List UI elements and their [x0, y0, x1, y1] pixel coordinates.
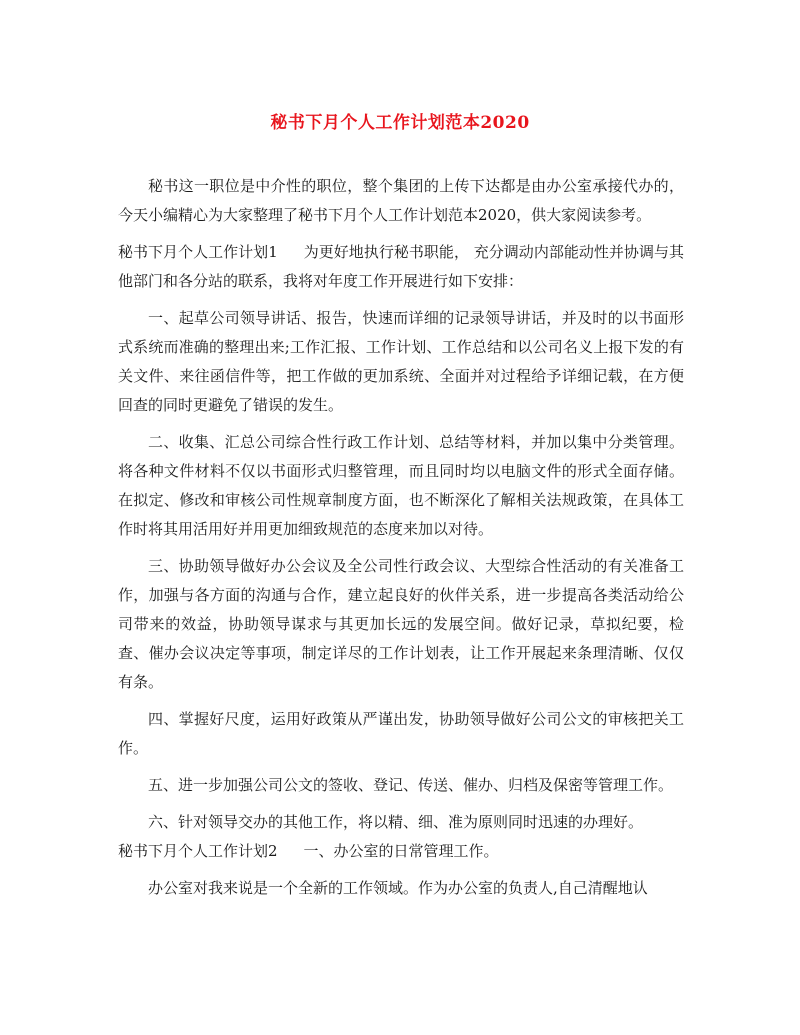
- plan2-lead: 一、办公室的日常管理工作。: [303, 842, 499, 860]
- plan2-paragraph: 办公室对我来说是一个全新的工作领域。作为办公室的负责人,自己清醒地认: [148, 879, 648, 897]
- plan1-item-3: 三、协助领导做好办公会议及全公司性行政会议、大型综合性活动的有关准备工作，加强与各方面的沟通与合作，建立起良好的伙伴关系，进一步提高各类活动给公司带来的效益，协助领导谋求与其更加长远的发展空间。做好记录，草拟纪要，检查、催办会议决定等事项，制定详尽的工作计划表，让工作开展起来条理清晰、仅仅有条。: [118, 557, 684, 691]
- document-title: 秘书下月个人工作计划范本2020: [270, 113, 530, 133]
- intro-paragraph: 秘书这一职位是中介性的职位，整个集团的上传下达都是由办公室承接代办的，今天小编精心为大家整理了秘书下月个人工作计划范本2020，供大家阅读参考。: [118, 177, 684, 224]
- plan1-lead: 为更好地执行秘书职能， 充分调动内部能动性并协调与其他部门和各分站的联系，我将对年度工作开展进行如下安排：: [118, 243, 684, 290]
- plan1-item-1: 一、起草公司领导讲话、报告，快速而详细的记录领导讲话，并及时的以书面形式系统而准确的整理出来;工作汇报、工作计划、工作总结和以公司名义上报下发的有关文件、来往函信件等，把工作做的更加系统、全面并对过程给予详细记载，在方便回查的同时更避免了错误的发生。: [118, 309, 684, 414]
- plan1-heading: 秘书下月个人工作计划1: [118, 243, 278, 261]
- plan2-heading: 秘书下月个人工作计划2: [118, 842, 278, 860]
- plan1-item-6: 六、针对领导交办的其他工作，将以精、细、准为原则同时迅速的办理好。: [148, 813, 644, 831]
- document-body: [118, 172, 684, 911]
- plan1-item-4: 四、掌握好尺度，运用好政策从严谨出发，协助领导做好公司公文的审核把关工作。: [118, 710, 684, 757]
- plan2-intro-paragraph: [118, 837, 684, 866]
- plan1-item-2: 二、收集、汇总公司综合性行政工作计划、总结等材料，并加以集中分类管理。将各种文件材料不仅以书面形式归整管理，而且同时均以电脑文件的形式全面存储。在拟定、修改和审核公司性规章制度方面，也不断深化了解相关法规政策，在具体工作时将其用活用好并用更加细致规范的态度来加以对待。: [118, 433, 684, 538]
- plan1-item-5: 五、进一步加强公司公文的签收、登记、传送、催办、归档及保密等管理工作。: [148, 776, 674, 794]
- plan1-intro-paragraph: [118, 238, 684, 296]
